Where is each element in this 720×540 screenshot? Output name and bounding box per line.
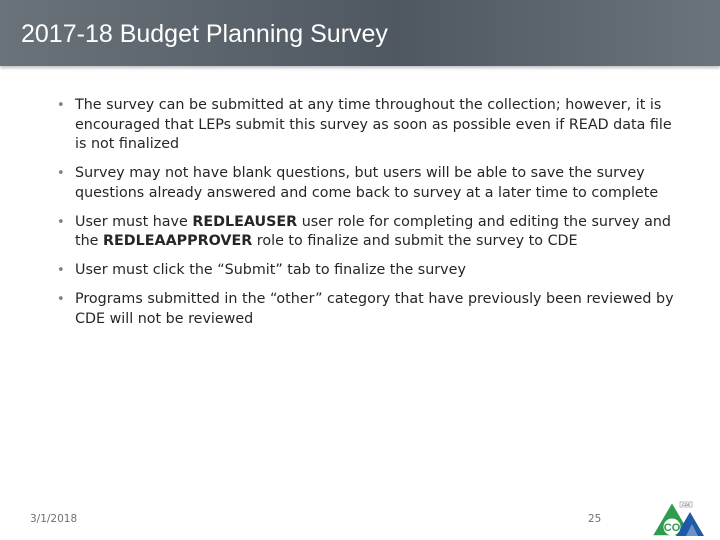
bullet-text: user role for completing and editing the survey and the: [75, 213, 672, 249]
bullet-text: role to finalize and submit the survey to CDE: [252, 233, 578, 249]
bullet-text: User must have: [75, 213, 193, 230]
bullet-item: [56, 290, 676, 329]
bullet-marker: •: [57, 98, 65, 113]
bullet-item: [56, 261, 676, 281]
bullet-item: [56, 96, 676, 155]
logo-text: CO: [663, 522, 681, 534]
role-name: REDLEAUSER: [192, 213, 298, 230]
bullet-marker: •: [57, 166, 65, 181]
bullet-item: [56, 164, 676, 203]
bullet-text: The survey can be submitted at any time throughout the collection; however, it is encouraged that LEPs submit this survey as soon as possible even if READ data file is not finalized: [75, 97, 672, 152]
colorado-state-logo-icon: [648, 498, 704, 538]
bullet-marker: •: [57, 292, 65, 307]
bullet-list: [56, 96, 676, 339]
bullet-text: User must click the “Submit” tab to finalize the survey: [75, 262, 466, 278]
bullet-text: Survey may not have blank questions, but users will be able to save the survey questions already answered and come back to survey at a later time to complete: [75, 165, 659, 201]
slide-title: 2017-18 Budget Planning Survey: [21, 20, 388, 48]
role-name: REDLEAAPPROVER: [103, 233, 253, 249]
logo-badge: CDE: [681, 502, 691, 507]
bullet-item: [56, 213, 676, 252]
bullet-marker: •: [57, 214, 65, 230]
title-bar: [0, 0, 720, 66]
footer-date: 3/1/2018: [30, 513, 78, 525]
page-number: 25: [588, 513, 602, 525]
bullet-text: Programs submitted in the “other” category that have previously been reviewed by CDE will not be reviewed: [75, 291, 674, 327]
bullet-marker: •: [57, 263, 65, 278]
